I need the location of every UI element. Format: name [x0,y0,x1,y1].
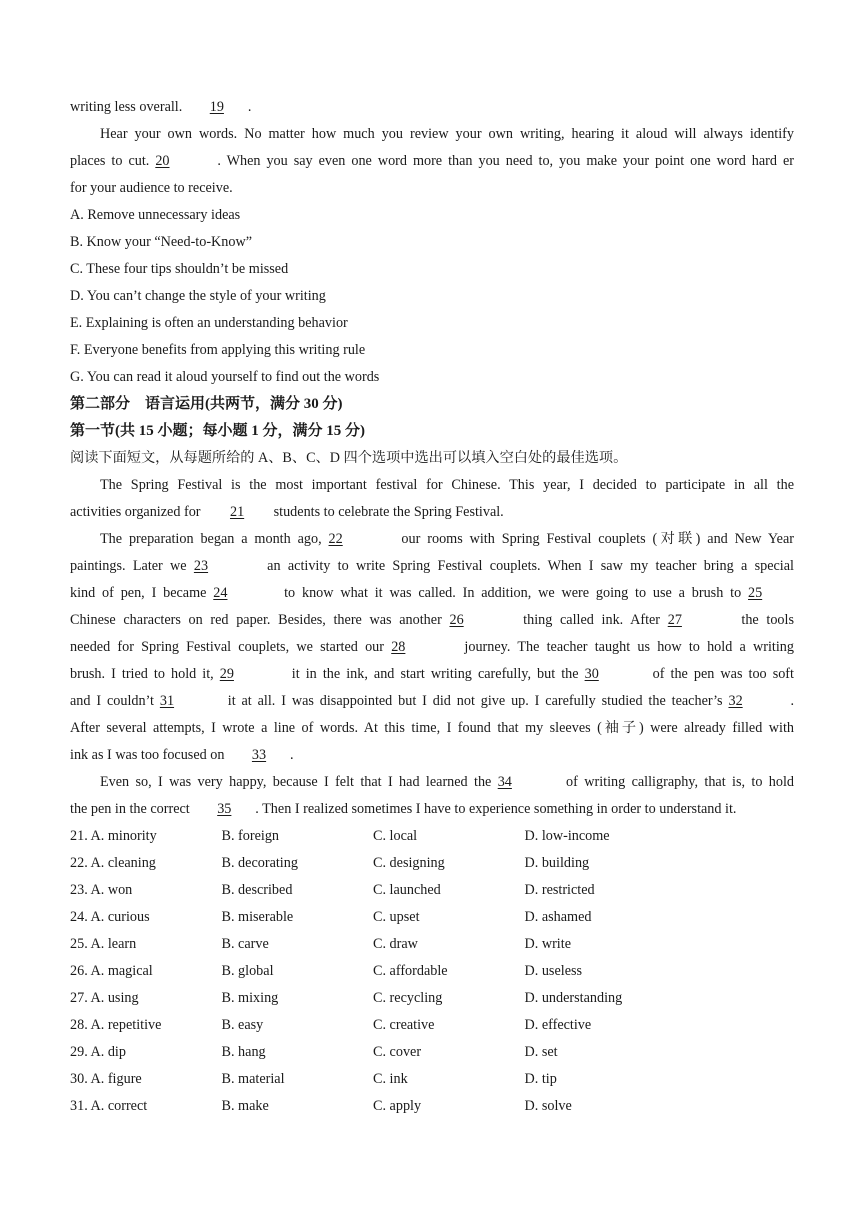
blank-31: 31 [159,693,175,709]
option-b: B. hang [221,1044,266,1060]
option-d: D. understanding [524,990,623,1006]
section-title: 第一节(共 15 小题；每小题 1 分，满分 15 分) [70,423,365,439]
option-d: D. tip [524,1071,557,1087]
passage-line: writing less overall. 19 . [70,94,794,121]
blank-33: 33 [251,747,267,763]
question-row [70,985,794,1012]
option-a: 30. A. figure [70,1071,142,1087]
option-b: B. material [221,1071,285,1087]
instruction-text: 阅读下面短文，从每题所给的 A、B、C、D 四个选项中选出可以填入空白处的最佳选项。 [70,450,628,466]
option-c: C. ink [373,1071,408,1087]
question-row [70,850,794,877]
passage-line: places to cut. 20 . When you say even one word more than you need to, you make your point one word hard er [70,148,794,175]
option-b: B. carve [221,936,269,952]
passage-line: After several attempts, I wrote a line of words. At this time, I found that my sleeves (袖子) were already filled with [70,720,794,736]
option-c: C. local [373,828,418,844]
option-d: D. ashamed [524,909,592,925]
option-item: F. Everyone benefits from applying this writing rule [70,342,366,358]
option-a: 29. A. dip [70,1044,126,1060]
blank-35: 35 [217,801,232,817]
seven-options-list [70,202,794,391]
question-row [70,1012,794,1039]
option-c: C. apply [373,1098,422,1114]
passage-line: and I couldn’t 31 it at all. I was disappointed but I did not give up. I carefully studied the teacher’s 32 . [70,688,794,715]
passage-line: Chinese characters on red paper. Besides, there was another 26 thing called ink. After 27 the tools [70,607,794,634]
passage-line: The preparation began a month ago, 22 our rooms with Spring Festival couplets (对联) and New Year [70,526,794,553]
question-options [70,823,794,1120]
passage-line: kind of pen, I became 24 to know what it was called. In addition, we were going to use a brush to 25 [70,580,794,607]
passage-line: Hear your own words. No matter how much you review your own writing, hearing it aloud will always identify [100,126,794,142]
option-b: B. decorating [221,855,298,871]
option-item: B. Know your “Need-to-Know” [70,234,253,250]
option-item: D. You can’t change the style of your writing [70,288,326,304]
option-item: G. You can read it aloud yourself to find out the words [70,369,380,385]
blank-22: 22 [328,531,343,547]
question-row [70,877,794,904]
question-row [70,1066,794,1093]
option-d: D. useless [524,963,583,979]
passage-line: for your audience to receive. [70,180,233,196]
blank-21: 21 [229,504,245,520]
passage-line: brush. I tried to hold it, 29 it in the ink, and start writing carefully, but the 30 of the pen was too soft [70,661,794,688]
blank-20: 20 [155,153,170,169]
option-a: 23. A. won [70,882,133,898]
option-a: 27. A. using [70,990,139,1006]
blank-26: 26 [449,612,464,628]
option-c: C. upset [373,909,420,925]
passage-line: Even so, I was very happy, because I felt that I had learned the 34 of writing calligraphy, that is, to hold [70,769,794,796]
option-c: C. draw [373,936,418,952]
option-item: A. Remove unnecessary ideas [70,207,241,223]
part-title: 第二部分 语言运用(共两节，满分 30 分) [70,396,343,412]
question-row [70,958,794,985]
option-c: C. designing [373,855,445,871]
option-item: C. These four tips shouldn’t be missed [70,261,289,277]
passage-line: needed for Spring Festival couplets, we started our 28 journey. The teacher taught us how to hold a writing [70,634,794,661]
option-b: B. described [221,882,293,898]
option-d: D. effective [524,1017,592,1033]
option-d: D. low-income [524,828,610,844]
option-item: E. Explaining is often an understanding behavior [70,315,348,331]
passage-line: The Spring Festival is the most important festival for Chinese. This year, I decided to participate in all the [100,477,794,493]
blank-25: 25 [748,585,763,601]
question-row [70,931,794,958]
option-a: 31. A. correct [70,1098,148,1114]
blank-34: 34 [497,774,512,790]
option-b: B. miserable [221,909,294,925]
document-page [70,94,794,1120]
blank-30: 30 [584,666,599,682]
blank-23: 23 [193,558,209,574]
option-a: 22. A. cleaning [70,855,156,871]
option-a: 25. A. learn [70,936,137,952]
option-d: D. write [524,936,571,952]
passage-line: ink as I was too focused on 33 . [70,742,794,769]
option-b: B. global [221,963,274,979]
option-d: D. restricted [524,882,595,898]
passage-line: paintings. Later we 23 an activity to write Spring Festival couplets. When I saw my teacher bring a special [70,553,794,580]
passage-line: activities organized for 21 students to celebrate the Spring Festival. [70,499,794,526]
question-row [70,823,794,850]
option-a: 24. A. curious [70,909,150,925]
option-c: C. launched [373,882,441,898]
blank-32: 32 [728,693,743,709]
blank-28: 28 [391,639,406,655]
option-d: D. set [524,1044,558,1060]
option-d: D. solve [524,1098,572,1114]
question-row [70,1093,794,1120]
blank-19: 19 [209,99,224,115]
option-c: C. affordable [373,963,448,979]
option-d: D. building [524,855,590,871]
blank-29: 29 [219,666,234,682]
passage-line: the pen in the correct 35 . Then I realized sometimes I have to experience something in order to understand it. [70,796,794,823]
option-c: C. cover [373,1044,422,1060]
option-a: 28. A. repetitive [70,1017,162,1033]
option-b: B. foreign [221,828,280,844]
option-c: C. creative [373,1017,435,1033]
question-row [70,904,794,931]
option-a: 26. A. magical [70,963,153,979]
option-a: 21. A. minority [70,828,157,844]
cloze-passage [70,472,794,823]
option-b: B. make [221,1098,269,1114]
blank-24: 24 [213,585,228,601]
blank-27: 27 [667,612,682,628]
option-b: B. mixing [221,990,279,1006]
option-b: B. easy [221,1017,264,1033]
question-row [70,1039,794,1066]
option-c: C. recycling [373,990,443,1006]
